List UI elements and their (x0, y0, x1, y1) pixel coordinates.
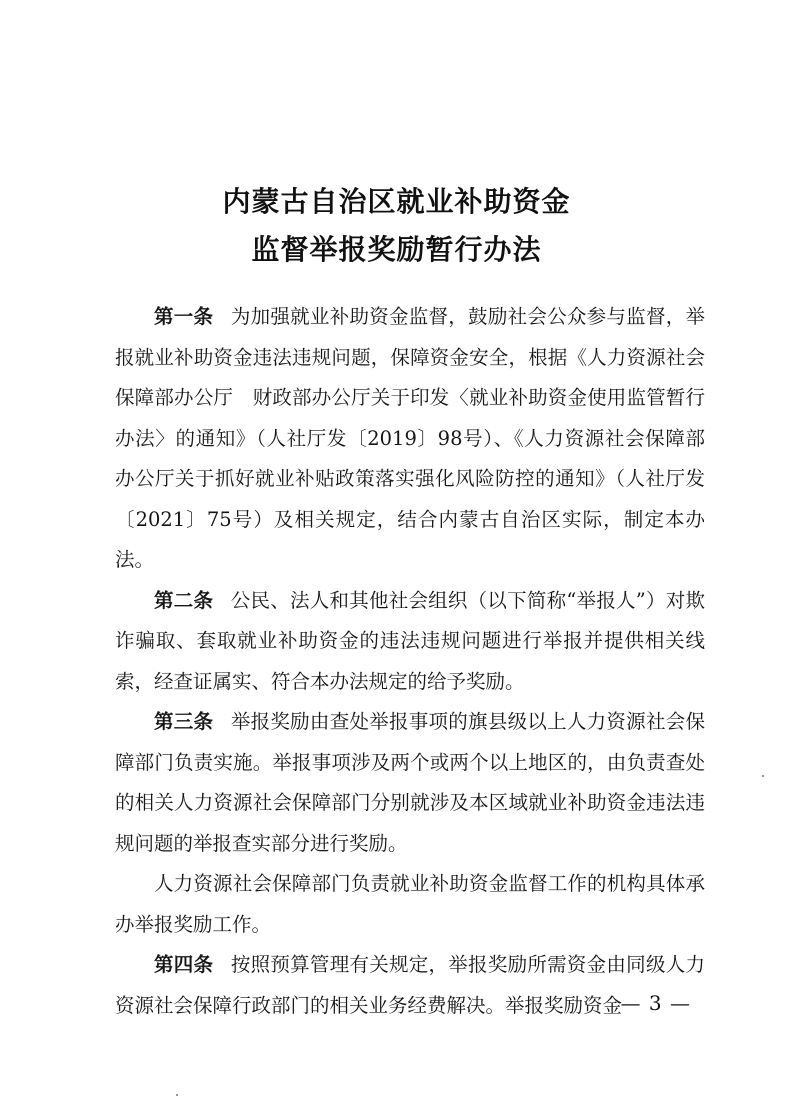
article-3 (115, 702, 705, 864)
article-text: 按照预算管理有关规定，举报奖励所需资金由同级人力资源社会保障行政部门的相关业务经费解决。举报奖励资金 (115, 953, 705, 1017)
article-2 (115, 581, 705, 703)
article-4 (115, 945, 705, 1026)
article-label: 第四条 (154, 953, 214, 976)
article-label: 第一条 (154, 305, 214, 328)
article-text: 人力资源社会保障部门负责就业补助资金监督工作的机构具体承办举报奖励工作。 (115, 872, 705, 936)
scan-speck (762, 775, 764, 777)
article-text: 为加强就业补助资金监督，鼓励社会公众参与监督，举报就业补助资金违法违规问题，保障资金安全，根据《人力资源社会保障部办公厅 财政部办公厅关于印发〈就业补助资金使用监管暂行办法〉的通知》（人社厅发〔2019〕98号）、《人力资源社会保障部办公厅关于抓好就业补贴政策落实强化风险防控的通知》（人社厅发〔2021〕75号）及相关规定，结合内蒙古自治区实际，制定本办法。 (115, 305, 705, 571)
document-body (115, 297, 705, 1026)
document-title-line-1: 内蒙古自治区就业补助资金 (222, 185, 571, 218)
document-title-line-2: 监督举报奖励暂行办法 (251, 233, 542, 266)
article-3-supplement (115, 864, 705, 945)
page-number: — 3 — (620, 991, 691, 1015)
scan-speck (176, 1094, 178, 1096)
article-1 (115, 297, 705, 581)
article-text: 举报奖励由查处举报事项的旗县级以上人力资源社会保障部门负责实施。举报事项涉及两个或两个以上地区的，由负责查处的相关人力资源社会保障部门分别就涉及本区域就业补助资金违法违规问题的举报查实部分进行奖励。 (115, 710, 705, 855)
article-text: 公民、法人和其他社会组织（以下简称“举报人”）对欺诈骗取、套取就业补助资金的违法违规问题进行举报并提供相关线索，经查证属实、符合本办法规定的给予奖励。 (115, 588, 705, 693)
article-label: 第二条 (154, 588, 214, 612)
article-label: 第三条 (154, 710, 214, 733)
